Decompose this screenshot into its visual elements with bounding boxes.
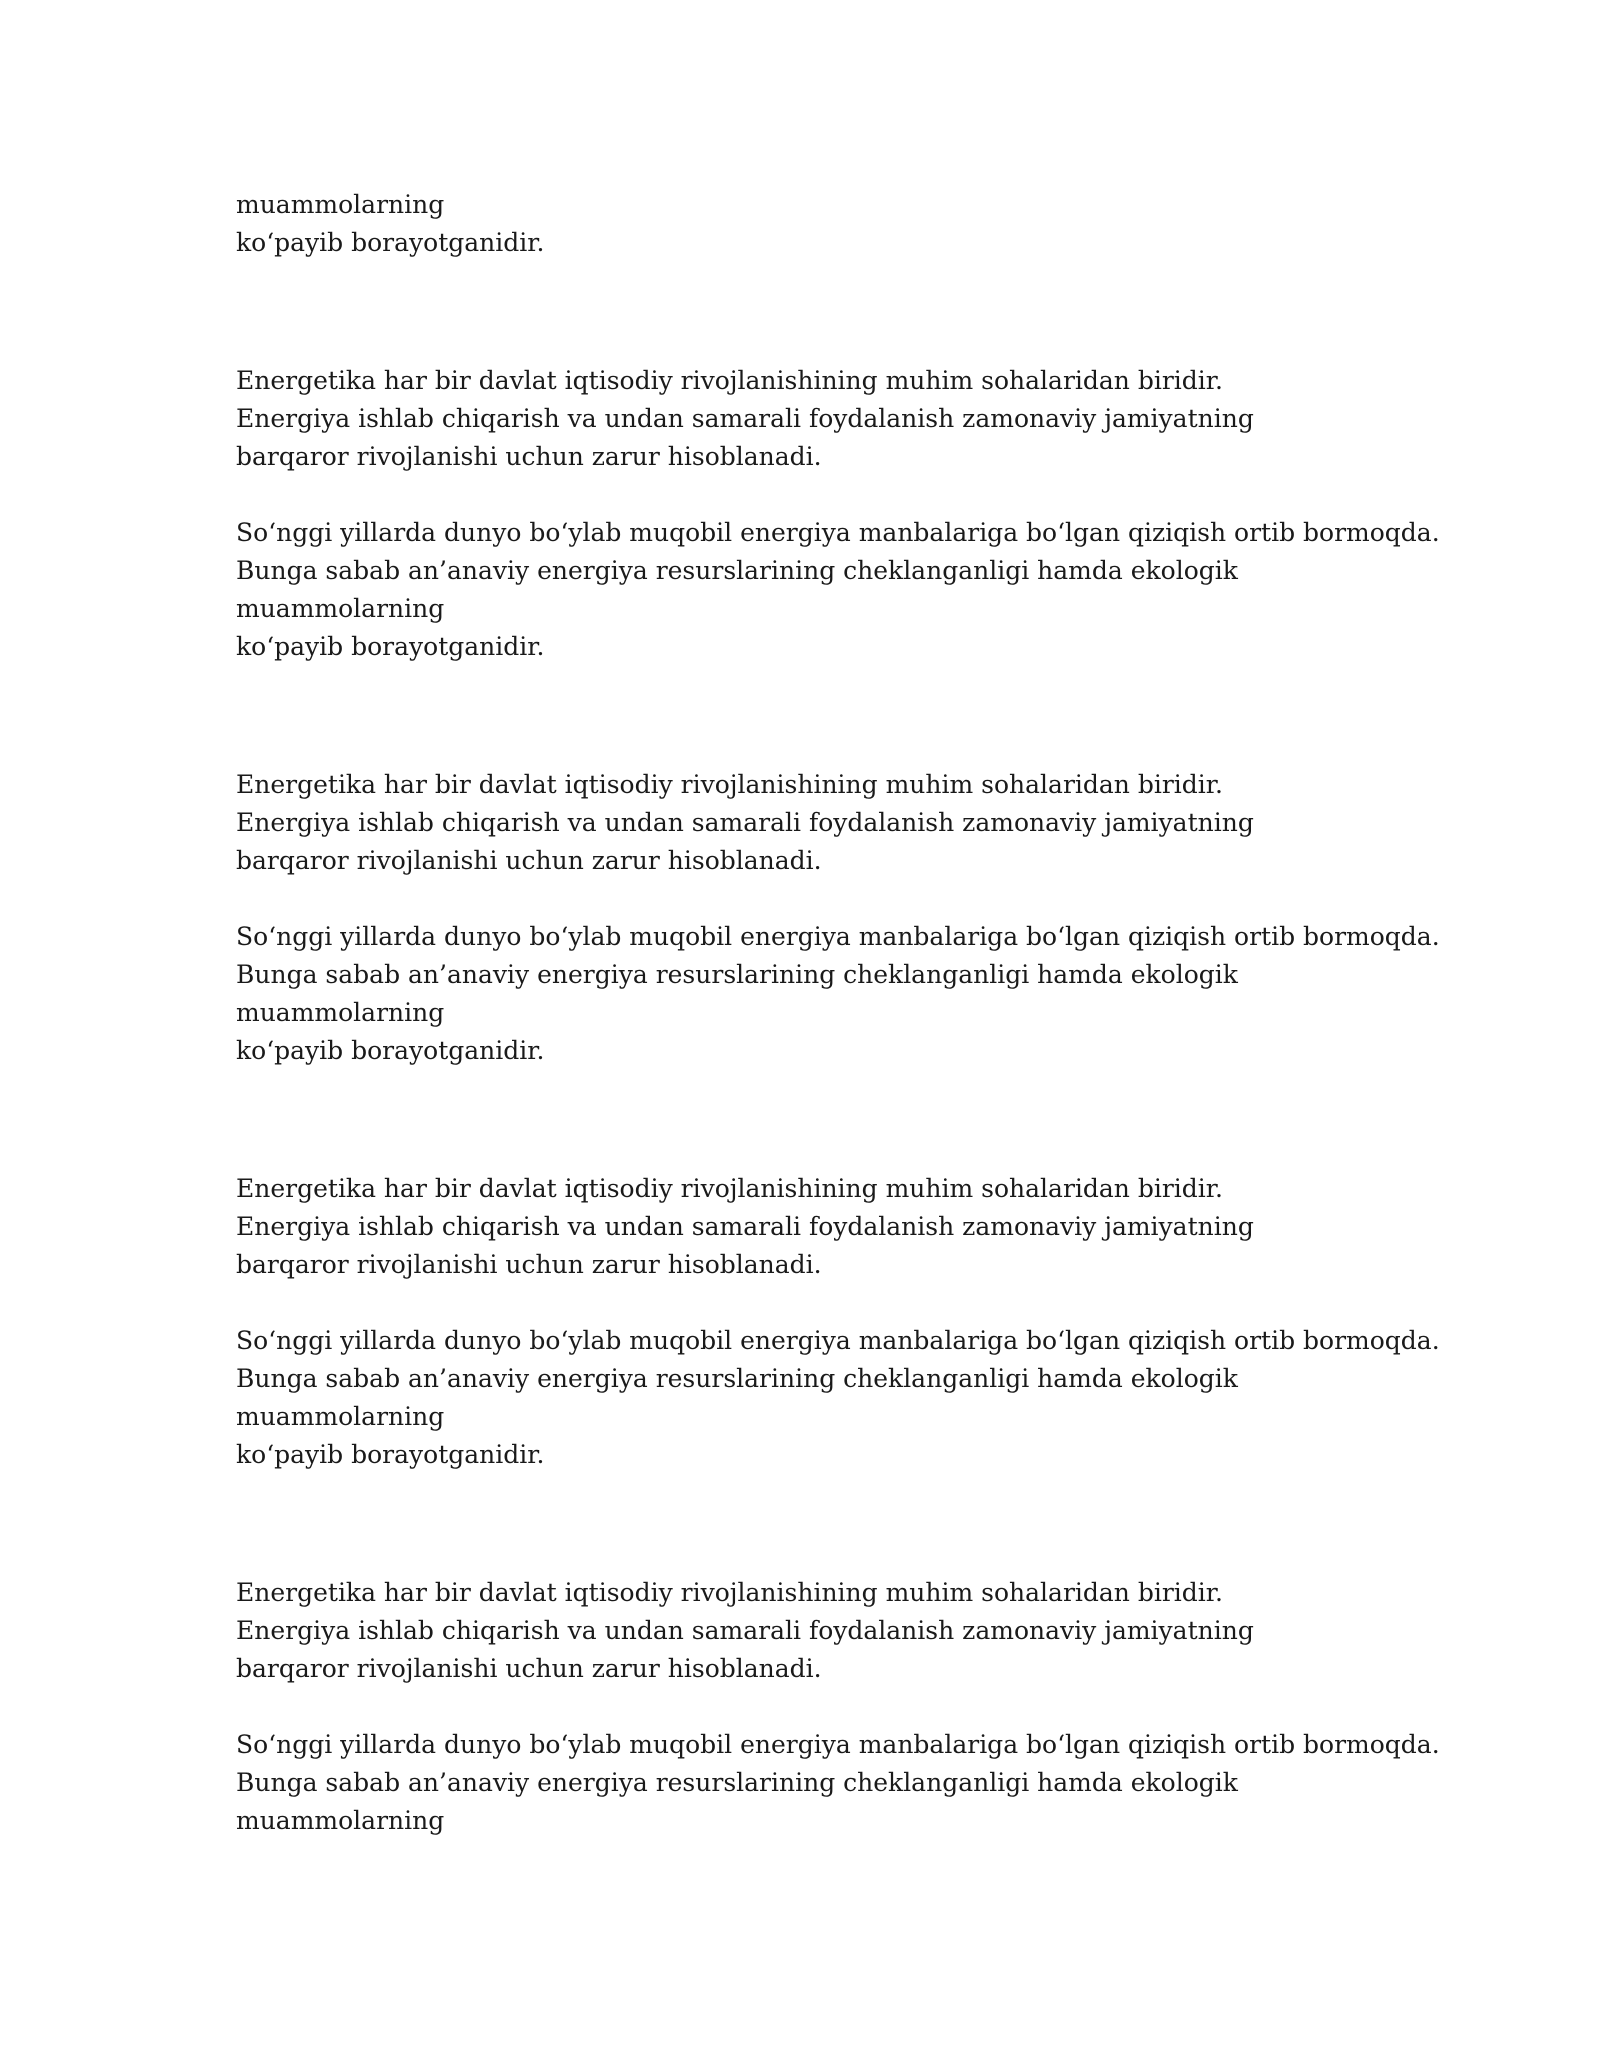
document-body bbox=[236, 186, 1440, 1840]
text-line: So‘nggi yillarda dunyo bo‘ylab muqobil energiya manbalariga bo‘lgan qiziqish ortib bormoqda. bbox=[236, 518, 1440, 547]
text-line: barqaror rivojlanishi uchun zarur hisoblanadi. bbox=[236, 442, 822, 471]
paragraph bbox=[236, 1170, 1436, 1284]
paragraph bbox=[236, 1574, 1436, 1688]
text-line: Energiya ishlab chiqarish va undan samarali foydalanish zamonaviy jamiyatning bbox=[236, 1212, 1254, 1241]
text-line: ko‘payib borayotganidir. bbox=[236, 228, 545, 257]
text-line: muammolarning bbox=[236, 594, 445, 623]
block-spacer bbox=[236, 262, 1436, 362]
text-line: Bunga sabab an’anaviy energiya resurslarining cheklanganligi hamda ekologik bbox=[236, 556, 1238, 585]
text-block bbox=[236, 1574, 1440, 1840]
text-block bbox=[236, 362, 1440, 666]
text-line: muammolarning bbox=[236, 998, 445, 1027]
text-line: ko‘payib borayotganidir. bbox=[236, 1440, 545, 1469]
text-line: ko‘payib borayotganidir. bbox=[236, 632, 545, 661]
text-line: Bunga sabab an’anaviy energiya resurslarining cheklanganligi hamda ekologik bbox=[236, 960, 1238, 989]
paragraph bbox=[236, 514, 1440, 666]
text-line: Energetika har bir davlat iqtisodiy rivojlanishining muhim sohalaridan biridir. bbox=[236, 770, 1223, 799]
text-line: barqaror rivojlanishi uchun zarur hisoblanadi. bbox=[236, 1250, 822, 1279]
paragraph-spacer bbox=[236, 476, 1436, 514]
paragraph bbox=[236, 362, 1436, 476]
text-line: barqaror rivojlanishi uchun zarur hisoblanadi. bbox=[236, 846, 822, 875]
text-line: Energetika har bir davlat iqtisodiy rivojlanishining muhim sohalaridan biridir. bbox=[236, 1174, 1223, 1203]
paragraph bbox=[236, 918, 1440, 1070]
text-line: muammolarning bbox=[236, 190, 445, 219]
text-line: barqaror rivojlanishi uchun zarur hisoblanadi. bbox=[236, 1654, 822, 1683]
paragraph-spacer bbox=[236, 1284, 1436, 1322]
text-line: Bunga sabab an’anaviy energiya resurslarining cheklanganligi hamda ekologik bbox=[236, 1768, 1238, 1797]
text-block bbox=[236, 1170, 1440, 1474]
paragraph bbox=[236, 1726, 1440, 1840]
text-line: Energetika har bir davlat iqtisodiy rivojlanishining muhim sohalaridan biridir. bbox=[236, 366, 1223, 395]
text-line: Energiya ishlab chiqarish va undan samarali foydalanish zamonaviy jamiyatning bbox=[236, 1616, 1254, 1645]
text-line: Energiya ishlab chiqarish va undan samarali foydalanish zamonaviy jamiyatning bbox=[236, 404, 1254, 433]
text-line: So‘nggi yillarda dunyo bo‘ylab muqobil energiya manbalariga bo‘lgan qiziqish ortib bormoqda. bbox=[236, 1730, 1440, 1759]
text-line: Bunga sabab an’anaviy energiya resurslarining cheklanganligi hamda ekologik bbox=[236, 1364, 1238, 1393]
paragraph-spacer bbox=[236, 880, 1436, 918]
text-line: muammolarning bbox=[236, 1402, 445, 1431]
text-line: ko‘payib borayotganidir. bbox=[236, 1036, 545, 1065]
block-spacer bbox=[236, 666, 1436, 766]
block-spacer bbox=[236, 1474, 1436, 1574]
text-line: muammolarning bbox=[236, 1806, 445, 1835]
paragraph-spacer bbox=[236, 1688, 1436, 1726]
text-line: So‘nggi yillarda dunyo bo‘ylab muqobil energiya manbalariga bo‘lgan qiziqish ortib bormoqda. bbox=[236, 1326, 1440, 1355]
text-line: Energiya ishlab chiqarish va undan samarali foydalanish zamonaviy jamiyatning bbox=[236, 808, 1254, 837]
paragraph bbox=[236, 1322, 1440, 1474]
lead-fragment bbox=[236, 186, 1436, 262]
paragraph bbox=[236, 766, 1436, 880]
text-line: So‘nggi yillarda dunyo bo‘ylab muqobil energiya manbalariga bo‘lgan qiziqish ortib bormoqda. bbox=[236, 922, 1440, 951]
text-block bbox=[236, 766, 1440, 1070]
text-line: Energetika har bir davlat iqtisodiy rivojlanishining muhim sohalaridan biridir. bbox=[236, 1578, 1223, 1607]
block-spacer bbox=[236, 1070, 1436, 1170]
